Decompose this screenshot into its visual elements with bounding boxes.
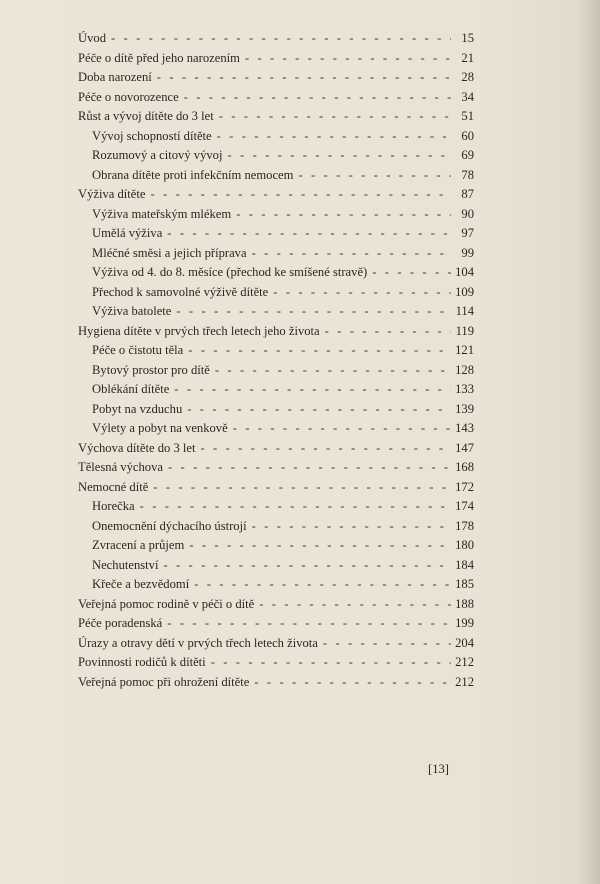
toc-entry-page: 174 <box>455 499 474 513</box>
dot-leader <box>194 575 451 595</box>
toc-entry <box>78 68 474 88</box>
dot-leader <box>254 673 451 693</box>
toc-entry <box>78 107 474 127</box>
dot-leader <box>157 68 451 88</box>
dot-leader <box>188 341 451 361</box>
toc-entry-page: 87 <box>461 187 474 201</box>
toc-entry <box>78 517 474 537</box>
toc-entry-title: Veřejná pomoc rodině v péči o dítě <box>78 596 255 611</box>
toc-entry-title: Péče poradenská <box>78 616 163 630</box>
toc-entry-page: 60 <box>461 128 474 143</box>
toc-entry-title: Úvod <box>78 31 106 45</box>
toc-entry <box>78 283 474 303</box>
toc-entry-page: 34 <box>461 89 474 104</box>
toc-entry <box>78 653 474 673</box>
toc-entry <box>78 673 474 693</box>
toc-entry <box>78 400 474 420</box>
dot-leader <box>163 556 451 576</box>
toc-entry-title: Přechod k samovolné výživě dítěte <box>92 284 269 299</box>
dot-leader <box>187 400 451 420</box>
toc-entry-page: 143 <box>455 421 474 435</box>
toc-entry-title: Péče o čistotu těla <box>92 343 184 357</box>
dot-leader <box>236 205 451 225</box>
dot-leader <box>153 478 451 498</box>
dot-leader <box>219 107 451 127</box>
toc-entry-page: 97 <box>461 226 474 240</box>
toc-entry-page: 104 <box>455 265 474 279</box>
toc-entry-title: Péče o dítě před jeho narozením <box>78 50 240 65</box>
toc-entry <box>78 419 474 439</box>
toc-entry <box>78 341 474 361</box>
toc-entry <box>78 380 474 400</box>
toc-entry-page: 147 <box>455 440 474 455</box>
toc-entry-page: 168 <box>455 460 474 474</box>
dot-leader <box>372 263 451 283</box>
toc-entry <box>78 127 474 147</box>
toc-entry-page: 69 <box>461 148 474 162</box>
toc-entry-title: Umělá výživa <box>92 226 163 240</box>
toc-entry-title: Nechutenství <box>92 557 159 572</box>
toc-entry-page: 133 <box>455 382 474 396</box>
toc-entry-title: Mléčné směsi a jejich příprava <box>92 245 247 260</box>
dot-leader <box>211 653 451 673</box>
toc-entry-title: Veřejná pomoc při ohrožení dítěte <box>78 674 250 689</box>
toc-entry-title: Doba narození <box>78 70 152 84</box>
toc-entry-page: 204 <box>455 635 474 650</box>
toc-entry-title: Péče o novorozence <box>78 89 179 104</box>
toc-entry-title: Rozumový a citový vývoj <box>92 148 223 162</box>
page-edge-shadow <box>578 0 600 884</box>
toc-entry-page: 99 <box>461 245 474 260</box>
dot-leader <box>252 244 451 264</box>
toc-entry-page: 172 <box>455 479 474 494</box>
toc-entry-title: Výlety a pobyt na venkově <box>92 421 228 435</box>
toc-entry-title: Pobyt na vzduchu <box>92 401 183 416</box>
toc-entry <box>78 263 474 283</box>
toc-entry-title: Výživa od 4. do 8. měsíce (přechod ke smíšené stravě) <box>92 265 368 279</box>
toc-entry <box>78 224 474 244</box>
page-number: [13] <box>428 762 449 776</box>
toc-entry-title: Vývoj schopností dítěte <box>92 128 212 143</box>
toc-entry-page: 28 <box>461 70 474 84</box>
toc-entry-page: 90 <box>461 206 474 221</box>
toc-entry-page: 212 <box>455 674 474 689</box>
dot-leader <box>168 458 451 478</box>
toc-entry <box>78 49 474 69</box>
toc-entry <box>78 244 474 264</box>
dot-leader <box>201 439 451 459</box>
dot-leader <box>215 361 451 381</box>
toc-entry-page: 139 <box>455 401 474 416</box>
toc-entry <box>78 614 474 634</box>
dot-leader <box>140 497 451 517</box>
toc-entry-page: 119 <box>455 323 474 338</box>
toc-entry-title: Výchova dítěte do 3 let <box>78 440 196 455</box>
toc-entry-page: 185 <box>455 577 474 591</box>
toc-entry <box>78 478 474 498</box>
toc-entry-title: Úrazy a otravy dětí v prvých třech letech života <box>78 635 318 650</box>
toc-entry-title: Oblékání dítěte <box>92 382 170 396</box>
toc-entry <box>78 556 474 576</box>
dot-leader <box>227 146 451 166</box>
toc-entry-page: 109 <box>455 284 474 299</box>
toc-entry-page: 178 <box>455 518 474 533</box>
toc-entry <box>78 166 474 186</box>
toc-entry-page: 184 <box>455 557 474 572</box>
toc-entry-page: 212 <box>455 655 474 669</box>
toc-entry <box>78 88 474 108</box>
toc-entry-title: Onemocnění dýchacího ústrojí <box>92 518 247 533</box>
toc-entry-page: 15 <box>461 31 474 45</box>
toc-entry <box>78 497 474 517</box>
toc-entry <box>78 302 474 322</box>
toc-entry-title: Hygiena dítěte v prvých třech letech jeho života <box>78 323 320 338</box>
toc-entry-title: Obrana dítěte proti infekčním nemocem <box>92 167 294 182</box>
dot-leader <box>111 29 451 49</box>
toc-entry-title: Růst a vývoj dítěte do 3 let <box>78 109 214 123</box>
toc-entry <box>78 29 474 49</box>
toc-entry-page: 180 <box>455 538 474 552</box>
dot-leader <box>167 614 451 634</box>
toc-entry <box>78 146 474 166</box>
toc-entry-title: Zvracení a průjem <box>92 538 185 552</box>
toc-entry <box>78 536 474 556</box>
dot-leader <box>167 224 451 244</box>
toc-entry-page: 188 <box>455 596 474 611</box>
toc-entry-title: Výživa batolete <box>92 304 172 318</box>
dot-leader <box>273 283 451 303</box>
toc-entry-title: Bytový prostor pro dítě <box>92 362 210 377</box>
toc-entry-title: Nemocné dítě <box>78 479 149 494</box>
toc-entry <box>78 634 474 654</box>
toc-entry-page: 199 <box>455 616 474 630</box>
toc-entry <box>78 458 474 478</box>
dot-leader <box>245 49 451 69</box>
dot-leader <box>233 419 451 439</box>
toc-entry <box>78 575 474 595</box>
toc-entry <box>78 361 474 381</box>
toc-entry-page: 51 <box>461 109 474 123</box>
dot-leader <box>184 88 451 108</box>
dot-leader <box>189 536 451 556</box>
dot-leader <box>259 595 451 615</box>
dot-leader <box>151 185 452 205</box>
toc-entry-title: Horečka <box>92 499 135 513</box>
toc-entry-title: Výživa mateřským mlékem <box>92 206 232 221</box>
toc-entry <box>78 185 474 205</box>
toc-entry-page: 78 <box>461 167 474 182</box>
toc-entry <box>78 322 474 342</box>
toc-entry-title: Křeče a bezvědomí <box>92 577 190 591</box>
toc-entry-page: 114 <box>455 304 474 318</box>
toc-entry-page: 121 <box>455 343 474 357</box>
dot-leader <box>174 380 451 400</box>
toc-entry <box>78 439 474 459</box>
toc-entry-page: 128 <box>455 362 474 377</box>
toc-entry-title: Povinnosti rodičů k dítěti <box>78 655 206 669</box>
toc-entry-page: 21 <box>461 50 474 65</box>
dot-leader <box>217 127 451 147</box>
toc-entry-title: Tělesná výchova <box>78 460 163 474</box>
dot-leader <box>325 322 451 342</box>
toc-entry-title: Výživa dítěte <box>78 187 146 201</box>
dot-leader <box>176 302 451 322</box>
dot-leader <box>252 517 451 537</box>
table-of-contents <box>78 29 474 692</box>
dot-leader <box>298 166 451 186</box>
toc-entry <box>78 595 474 615</box>
dot-leader <box>323 634 451 654</box>
toc-entry <box>78 205 474 225</box>
